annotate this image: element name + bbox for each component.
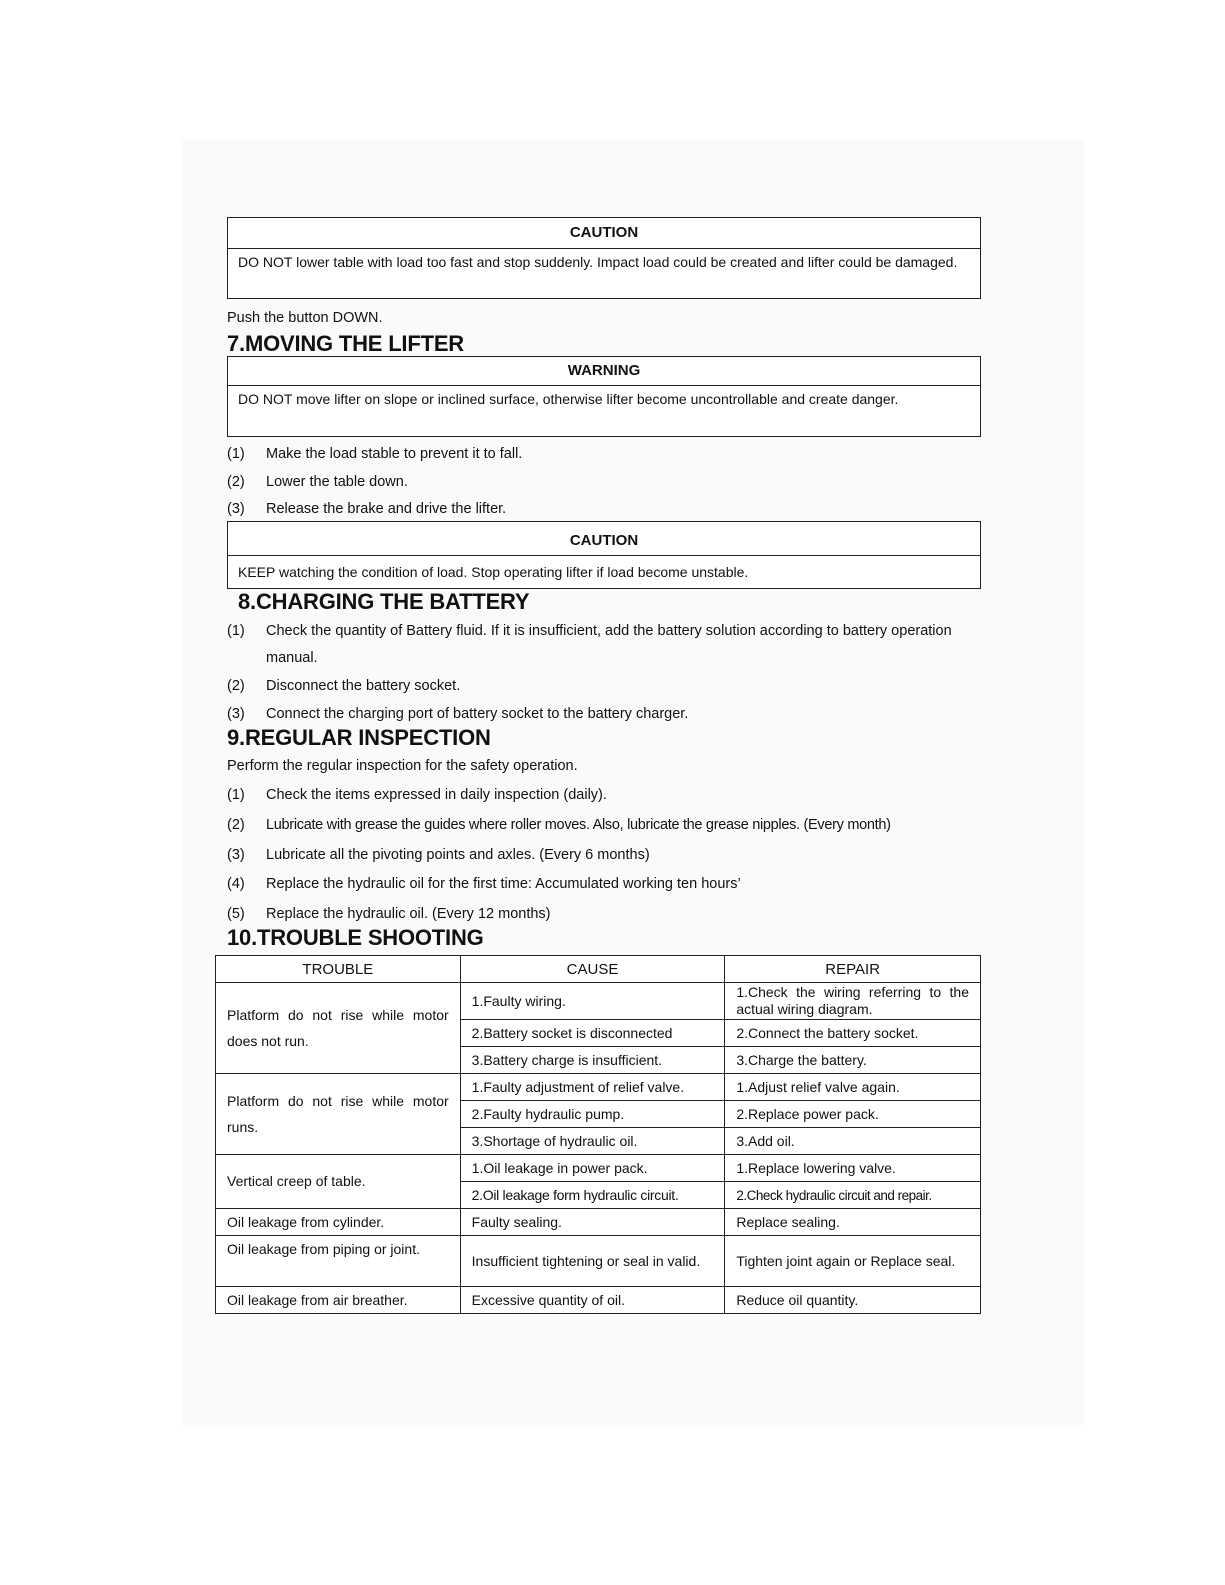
list-number: (3) <box>227 501 245 517</box>
repair-cell: 2.Connect the battery socket. <box>725 1020 981 1047</box>
list-number: (2) <box>227 678 245 694</box>
section-9-heading: 9.REGULAR INSPECTION <box>227 725 491 750</box>
section-7-heading: 7.MOVING THE LIFTER <box>227 331 464 356</box>
trouble-cell: Platform do not rise while motor does not run. <box>216 983 461 1074</box>
list-number: (5) <box>227 906 245 922</box>
cause-cell: 2.Faulty hydraulic pump. <box>460 1101 725 1128</box>
list-number: (4) <box>227 876 245 892</box>
repair-cell: 3.Charge the battery. <box>725 1047 981 1074</box>
list-item: Make the load stable to prevent it to fall. <box>266 446 523 462</box>
cause-cell: Excessive quantity of oil. <box>460 1287 725 1314</box>
warning-box-slope <box>227 356 981 437</box>
repair-cell: Reduce oil quantity. <box>725 1287 981 1314</box>
list-item: Connect the charging port of battery socket to the battery charger. <box>266 706 689 722</box>
list-number: (2) <box>227 474 245 490</box>
list-number: (1) <box>227 623 245 639</box>
cause-cell: Insufficient tightening or seal in valid. <box>460 1236 725 1287</box>
repair-cell: Replace sealing. <box>725 1209 981 1236</box>
cause-cell: 1.Faulty adjustment of relief valve. <box>460 1074 725 1101</box>
trouble-cell: Oil leakage from piping or joint. <box>216 1236 461 1287</box>
table-header-row <box>216 956 981 983</box>
list-item: Lubricate all the pivoting points and axles. (Every 6 months) <box>266 847 650 863</box>
caution-title: CAUTION <box>569 224 639 241</box>
list-number: (3) <box>227 847 245 863</box>
table-row <box>216 1074 981 1101</box>
caution-text: KEEP watching the condition of load. Stop operating lifter if load become unstable. <box>238 564 749 580</box>
list-item: Check the items expressed in daily inspection (daily). <box>266 787 607 803</box>
table-row <box>216 1287 981 1314</box>
repair-cell: 2.Replace power pack. <box>725 1101 981 1128</box>
column-header-cause: CAUSE <box>460 956 725 983</box>
cause-cell: 2.Battery socket is disconnected <box>460 1020 725 1047</box>
repair-cell: 3.Add oil. <box>725 1128 981 1155</box>
section-9-intro: Perform the regular inspection for the safety operation. <box>227 758 578 774</box>
list-item: Release the brake and drive the lifter. <box>266 501 507 517</box>
cause-cell: 1.Oil leakage in power pack. <box>460 1155 725 1182</box>
list-item-continuation: manual. <box>266 650 318 666</box>
list-item: Lower the table down. <box>266 474 408 490</box>
cause-cell: 3.Shortage of hydraulic oil. <box>460 1128 725 1155</box>
list-number: (3) <box>227 706 245 722</box>
list-number: (1) <box>227 446 245 462</box>
trouble-cell: Platform do not rise while motor runs. <box>216 1074 461 1155</box>
trouble-cell: Oil leakage from cylinder. <box>216 1209 461 1236</box>
list-number: (2) <box>227 817 245 833</box>
trouble-shooting-table <box>215 955 981 1314</box>
warning-text: DO NOT move lifter on slope or inclined surface, otherwise lifter become uncontrollable and create danger. <box>238 391 899 407</box>
cause-cell: 1.Faulty wiring. <box>460 983 725 1020</box>
table-row <box>216 1236 981 1287</box>
cause-cell: 3.Battery charge is insufficient. <box>460 1047 725 1074</box>
repair-cell: 1.Replace lowering valve. <box>725 1155 981 1182</box>
cause-cell: Faulty sealing. <box>460 1209 725 1236</box>
table-row <box>216 983 981 1020</box>
table-row <box>216 1155 981 1182</box>
column-header-repair: REPAIR <box>725 956 981 983</box>
section-10-heading: 10.TROUBLE SHOOTING <box>227 925 484 950</box>
trouble-cell: Oil leakage from air breather. <box>216 1287 461 1314</box>
column-header-trouble: TROUBLE <box>216 956 461 983</box>
caution-box-load <box>227 521 981 589</box>
repair-cell: 1.Check the wiring referring to the actual wiring diagram. <box>725 983 981 1020</box>
section-8-heading: 8.CHARGING THE BATTERY <box>238 589 530 614</box>
list-item: Check the quantity of Battery fluid. If it is insufficient, add the battery solution according to battery operation <box>266 623 952 639</box>
repair-cell: 2.Check hydraulic circuit and repair. <box>725 1182 981 1209</box>
repair-cell: Tighten joint again or Replace seal. <box>725 1236 981 1287</box>
list-item: Lubricate with grease the guides where roller moves. Also, lubricate the grease nipples. (Every month) <box>266 817 891 833</box>
list-item: Replace the hydraulic oil for the first time: Accumulated working ten hours’ <box>266 876 741 892</box>
table-row <box>216 1209 981 1236</box>
caution-text: DO NOT lower table with load too fast and stop suddenly. Impact load could be created and lifter could be damaged. <box>238 254 958 270</box>
warning-title: WARNING <box>567 362 641 379</box>
caution-title: CAUTION <box>569 532 639 549</box>
trouble-cell: Vertical creep of table. <box>216 1155 461 1209</box>
caution-box-lowering <box>227 217 981 299</box>
repair-cell: 1.Adjust relief valve again. <box>725 1074 981 1101</box>
list-number: (1) <box>227 787 245 803</box>
list-item: Disconnect the battery socket. <box>266 678 461 694</box>
list-item: Replace the hydraulic oil. (Every 12 months) <box>266 906 551 922</box>
push-instruction: Push the button DOWN. <box>227 310 383 326</box>
cause-cell: 2.Oil leakage form hydraulic circuit. <box>460 1182 725 1209</box>
